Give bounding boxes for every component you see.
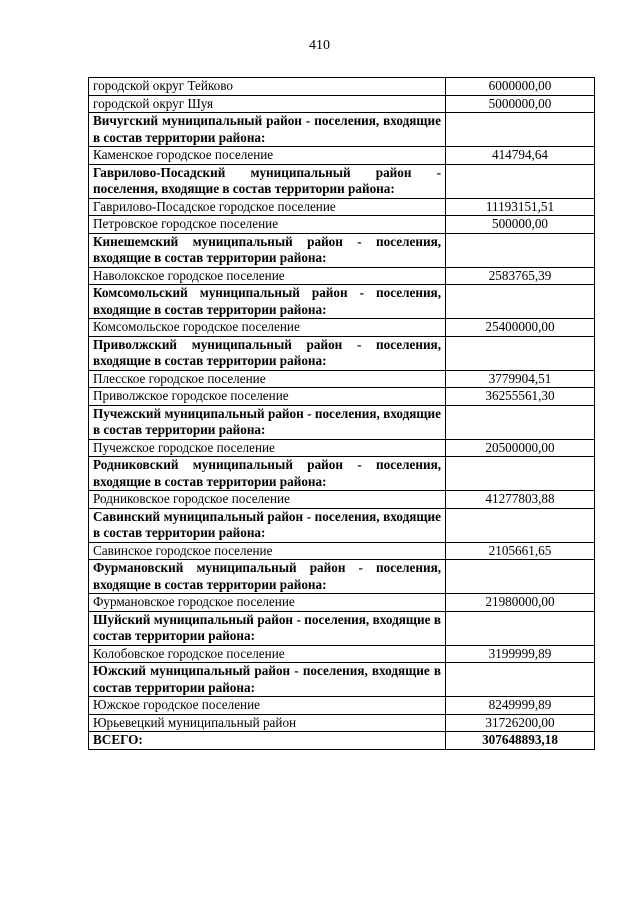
settlement-name-cell: Приволжское городское поселение [89, 388, 446, 406]
table-row [89, 388, 595, 406]
district-name-cell: Вичугский муниципальный район - поселения, входящие в состав территории района: [89, 113, 446, 147]
amount-cell [446, 164, 595, 198]
amount-cell [446, 405, 595, 439]
amount-cell: 3199999,89 [446, 645, 595, 663]
district-header-row [89, 113, 595, 147]
settlement-name-cell: Колобовское городское поселение [89, 645, 446, 663]
settlement-name-cell: Комсомольское городское поселение [89, 319, 446, 337]
amount-cell [446, 233, 595, 267]
district-name-cell: Фурмановский муниципальный район - поселения, входящие в состав территории района: [89, 560, 446, 594]
district-header-row [89, 560, 595, 594]
allocation-table [88, 77, 595, 750]
settlement-name-cell: Каменское городское поселение [89, 147, 446, 165]
total-row [89, 732, 595, 750]
settlement-name-cell: Петровское городское поселение [89, 216, 446, 234]
district-header-row [89, 336, 595, 370]
settlement-name-cell: Пучежское городское поселение [89, 439, 446, 457]
settlement-name-cell: Родниковское городское поселение [89, 491, 446, 509]
table-row [89, 216, 595, 234]
district-header-row [89, 405, 595, 439]
amount-cell: 307648893,18 [446, 732, 595, 750]
district-header-row [89, 233, 595, 267]
table-row [89, 439, 595, 457]
amount-cell: 2105661,65 [446, 542, 595, 560]
amount-cell [446, 457, 595, 491]
amount-cell [446, 611, 595, 645]
district-header-row [89, 508, 595, 542]
table-row [89, 714, 595, 732]
table-row [89, 491, 595, 509]
settlement-name-cell: Наволокское городское поселение [89, 267, 446, 285]
page-number: 410 [309, 38, 330, 53]
table-row [89, 198, 595, 216]
amount-cell: 6000000,00 [446, 78, 595, 96]
district-name-cell: Родниковский муниципальный район - поселения, входящие в состав территории района: [89, 457, 446, 491]
district-name-cell: Пучежский муниципальный район - поселения, входящие в состав территории района: [89, 405, 446, 439]
amount-cell [446, 336, 595, 370]
amount-cell: 500000,00 [446, 216, 595, 234]
district-header-row [89, 164, 595, 198]
settlement-name-cell: Савинское городское поселение [89, 542, 446, 560]
table-row [89, 645, 595, 663]
settlement-name-cell: Юрьевецкий муниципальный район [89, 714, 446, 732]
district-name-cell: Шуйский муниципальный район - поселения, входящие в состав территории района: [89, 611, 446, 645]
table-row [89, 95, 595, 113]
table-row [89, 542, 595, 560]
district-header-row [89, 611, 595, 645]
settlement-name-cell: городской округ Шуя [89, 95, 446, 113]
table-row [89, 78, 595, 96]
district-name-cell: Савинский муниципальный район - поселения, входящие в состав территории района: [89, 508, 446, 542]
table-row [89, 370, 595, 388]
amount-cell: 5000000,00 [446, 95, 595, 113]
amount-cell: 11193151,51 [446, 198, 595, 216]
allocation-table-body [89, 78, 595, 750]
district-name-cell: Кинешемский муниципальный район - поселения, входящие в состав территории района: [89, 233, 446, 267]
settlement-name-cell: Южское городское поселение [89, 697, 446, 715]
amount-cell: 8249999,89 [446, 697, 595, 715]
amount-cell: 414794,64 [446, 147, 595, 165]
district-header-row [89, 457, 595, 491]
settlement-name-cell: Фурмановское городское поселение [89, 594, 446, 612]
amount-cell [446, 560, 595, 594]
settlement-name-cell: Плесское городское поселение [89, 370, 446, 388]
table-row [89, 147, 595, 165]
settlement-name-cell: городской округ Тейково [89, 78, 446, 96]
table-row [89, 594, 595, 612]
amount-cell: 20500000,00 [446, 439, 595, 457]
amount-cell: 41277803,88 [446, 491, 595, 509]
table-row [89, 319, 595, 337]
amount-cell: 3779904,51 [446, 370, 595, 388]
amount-cell [446, 285, 595, 319]
table-row [89, 697, 595, 715]
district-name-cell: Приволжский муниципальный район - поселения, входящие в состав территории района: [89, 336, 446, 370]
amount-cell: 31726200,00 [446, 714, 595, 732]
amount-cell [446, 508, 595, 542]
amount-cell [446, 113, 595, 147]
settlement-name-cell: Гаврилово-Посадское городское поселение [89, 198, 446, 216]
settlement-name-cell: ВСЕГО: [89, 732, 446, 750]
amount-cell: 21980000,00 [446, 594, 595, 612]
amount-cell [446, 663, 595, 697]
amount-cell: 2583765,39 [446, 267, 595, 285]
amount-cell: 25400000,00 [446, 319, 595, 337]
district-name-cell: Комсомольский муниципальный район - поселения, входящие в состав территории района: [89, 285, 446, 319]
amount-cell: 36255561,30 [446, 388, 595, 406]
district-name-cell: Южский муниципальный район - поселения, входящие в состав территории района: [89, 663, 446, 697]
district-name-cell: Гаврилово-Посадский муниципальный район - поселения, входящие в состав территории района: [89, 164, 446, 198]
table-row [89, 267, 595, 285]
district-header-row [89, 663, 595, 697]
district-header-row [89, 285, 595, 319]
